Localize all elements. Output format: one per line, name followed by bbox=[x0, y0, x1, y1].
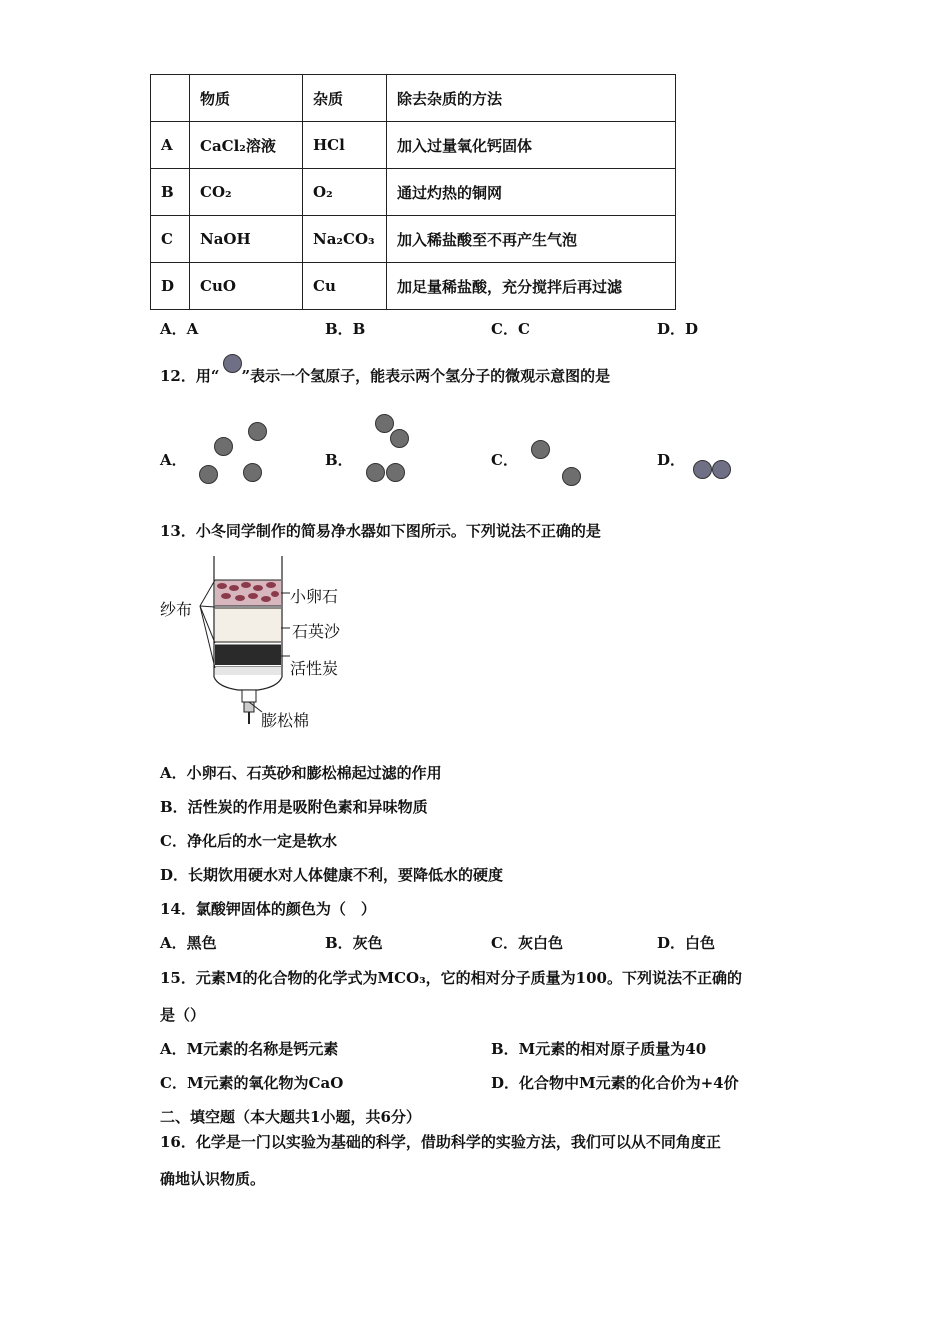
q11-option-a: A．A bbox=[160, 320, 199, 338]
q12-stem-prefix: 12．用“ bbox=[160, 367, 220, 385]
q11-option-b: B．B bbox=[325, 320, 366, 338]
impurity-cell: Cu bbox=[303, 263, 387, 310]
q15-option-b: B．M元素的相对原子质量为40 bbox=[491, 1040, 707, 1058]
impurity-cell: O₂ bbox=[303, 169, 387, 216]
water-purifier-figure bbox=[158, 552, 358, 732]
label-cotton: 膨松棉 bbox=[261, 711, 310, 730]
q12-option-d: D． bbox=[657, 451, 686, 469]
substance-cell: CuO bbox=[190, 263, 303, 310]
q14-option-b: B．灰色 bbox=[325, 934, 383, 952]
q16-line1: 16．化学是一门以实验为基础的科学，借助科学的实验方法，我们可以从不同角度正 bbox=[160, 1133, 721, 1151]
impurity-cell: HCl bbox=[303, 122, 387, 169]
atom-icon bbox=[375, 414, 394, 433]
atom-icon bbox=[214, 437, 233, 456]
table-row bbox=[151, 122, 676, 169]
q13-option-a: A．小卵石、石英砂和膨松棉起过滤的作用 bbox=[160, 764, 442, 782]
atom-icon bbox=[712, 460, 731, 479]
impurity-table bbox=[150, 74, 676, 310]
method-cell: 加入过量氧化钙固体 bbox=[387, 122, 676, 169]
q15-stem-line1: 15．元素M的化合物的化学式为MCO₃，它的相对分子质量为100。下列说法不正确的 bbox=[160, 969, 742, 987]
q11-option-d: D．D bbox=[657, 320, 699, 338]
q11-option-c: C．C bbox=[491, 320, 530, 338]
q16-line2: 确地认识物质。 bbox=[160, 1170, 266, 1188]
atom-icon bbox=[562, 467, 581, 486]
table-header-row bbox=[151, 75, 676, 122]
water-purifier-drawing bbox=[158, 552, 358, 732]
q12-option-b: B． bbox=[325, 451, 353, 469]
method-cell: 通过灼热的铜网 bbox=[387, 169, 676, 216]
q15-stem-line2: 是（） bbox=[160, 1006, 206, 1024]
q12-stem-suffix: ”表示一个氢原子，能表示两个氢分子的微观示意图的是 bbox=[241, 367, 611, 385]
substance-cell: CaCl₂溶液 bbox=[190, 122, 303, 169]
label-pebbles: 小卵石 bbox=[290, 587, 339, 606]
label-sand: 石英沙 bbox=[292, 622, 341, 641]
table-header-cell: 除去杂质的方法 bbox=[387, 75, 676, 122]
atom-icon bbox=[531, 440, 550, 459]
q13-stem: 13．小冬同学制作的简易净水器如下图所示。下列说法不正确的是 bbox=[160, 522, 601, 540]
section-title: 二、填空题（本大题共1小题，共6分） bbox=[160, 1108, 421, 1126]
table-row bbox=[151, 216, 676, 263]
atom-icon bbox=[386, 463, 405, 482]
q13-option-d: D．长期饮用硬水对人体健康不利，要降低水的硬度 bbox=[160, 866, 504, 884]
method-cell: 加入稀盐酸至不再产生气泡 bbox=[387, 216, 676, 263]
q14-stem: 14．氯酸钾固体的颜色为（ ） bbox=[160, 900, 376, 918]
q15-option-d: D．化合物中M元素的化合价为+4价 bbox=[491, 1074, 739, 1092]
atom-icon bbox=[199, 465, 218, 484]
q15-option-a: A．M元素的名称是钙元素 bbox=[160, 1040, 339, 1058]
q13-option-b: B．活性炭的作用是吸附色素和异味物质 bbox=[160, 798, 428, 816]
atom-icon bbox=[243, 463, 262, 482]
label-carbon: 活性炭 bbox=[290, 659, 339, 678]
atom-icon bbox=[366, 463, 385, 482]
table-header-cell: 杂质 bbox=[303, 75, 387, 122]
table-row bbox=[151, 169, 676, 216]
q14-option-d: D．白色 bbox=[657, 934, 716, 952]
method-cell: 加足量稀盐酸，充分搅拌后再过滤 bbox=[387, 263, 676, 310]
substance-cell: CO₂ bbox=[190, 169, 303, 216]
q12-option-c: C． bbox=[491, 451, 518, 469]
q15-option-c: C．M元素的氧化物为CaO bbox=[160, 1074, 344, 1092]
substance-cell: NaOH bbox=[190, 216, 303, 263]
hydrogen-atom-icon bbox=[223, 354, 242, 373]
atom-icon bbox=[693, 460, 712, 479]
row-label: C bbox=[151, 216, 190, 263]
q14-option-a: A．黑色 bbox=[160, 934, 217, 952]
table-header-cell: 物质 bbox=[190, 75, 303, 122]
q12-option-a: A． bbox=[160, 451, 187, 469]
q13-option-c: C．净化后的水一定是软水 bbox=[160, 832, 337, 850]
atom-icon bbox=[390, 429, 409, 448]
table-header-cell bbox=[151, 75, 190, 122]
q14-option-c: C．灰白色 bbox=[491, 934, 563, 952]
impurity-cell: Na₂CO₃ bbox=[303, 216, 387, 263]
row-label: D bbox=[151, 263, 190, 310]
row-label: A bbox=[151, 122, 190, 169]
label-gauze: 纱布 bbox=[160, 600, 193, 619]
table-row bbox=[151, 263, 676, 310]
atom-icon bbox=[248, 422, 267, 441]
row-label: B bbox=[151, 169, 190, 216]
